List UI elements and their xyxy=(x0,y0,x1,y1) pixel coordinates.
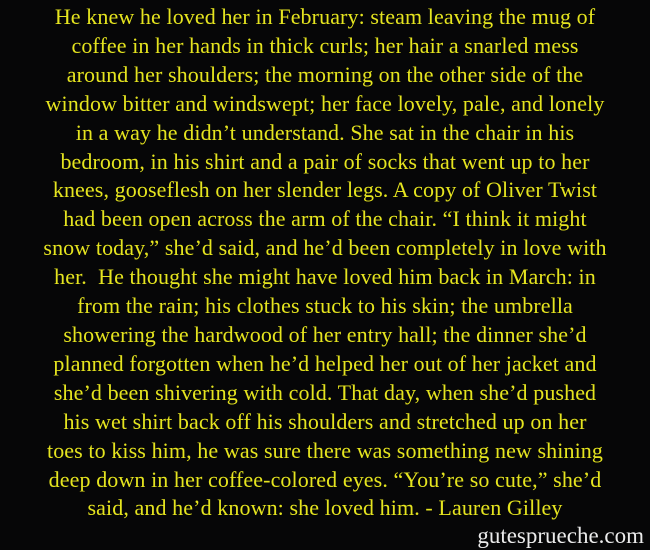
quote-line: said, and he’d known: she loved him. - Lauren Gilley xyxy=(87,495,563,521)
quote-text xyxy=(0,3,650,523)
quote-line: coffee in her hands in thick curls; her hair a snarled mess xyxy=(71,32,579,58)
quote-line: window bitter and windswept; her face lovely, pale, and lonely xyxy=(45,90,605,116)
quote-line: had been open across the arm of the chair. “I think it might xyxy=(63,206,587,232)
quote-line: planned forgotten when he’d helped her out of her jacket and xyxy=(53,350,597,376)
quote-line: snow today,” she’d said, and he’d been completely in love with xyxy=(43,235,607,261)
quote-line: his wet shirt back off his shoulders and stretched up on her xyxy=(63,408,587,434)
quote-line: He knew he loved her in February: steam leaving the mug of xyxy=(54,4,596,29)
quote-line: knees, gooseflesh on her slender legs. A copy of Oliver Twist xyxy=(52,177,598,203)
quote-line: showering the hardwood of her entry hall; the dinner she’d xyxy=(63,321,587,347)
quote-line: around her shoulders; the morning on the other side of the xyxy=(66,61,584,87)
quote-line: her. He thought she might have loved him back in March: in xyxy=(54,264,596,290)
quote-line: bedroom, in his shirt and a pair of socks that went up to her xyxy=(60,148,590,174)
quote-line: toes to kiss him, he was sure there was something new shining xyxy=(46,437,604,463)
quote-line: deep down in her coffee-colored eyes. “You’re so cute,” she’d xyxy=(48,466,602,492)
quote-line: from the rain; his clothes stuck to his skin; the umbrella xyxy=(77,293,573,319)
quote-line: she’d been shivering with cold. That day, when she’d pushed xyxy=(53,379,597,405)
site-watermark: gutesprueche.com xyxy=(477,523,644,548)
quote-line: in a way he didn’t understand. She sat in the chair in his xyxy=(75,119,575,145)
